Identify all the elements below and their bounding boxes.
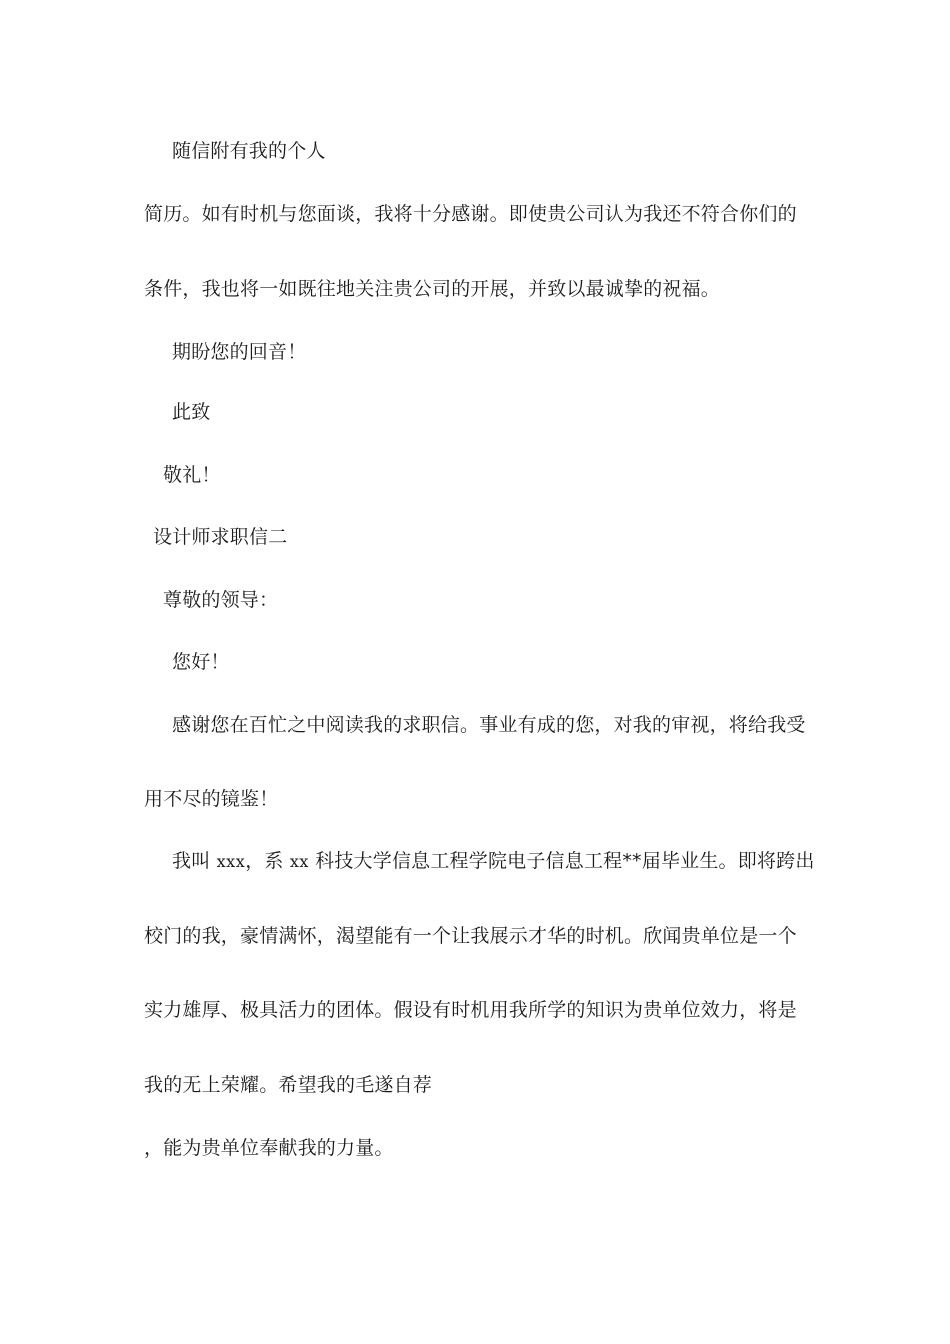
paragraph-line: 感谢您在百忙之中阅读我的求职信。事业有成的您，对我的审视，将给我受 — [172, 714, 806, 736]
paragraph-line: 随信附有我的个人 — [172, 140, 326, 162]
placeholder-name: xxx — [216, 852, 246, 871]
paragraph-line: 校门的我，豪情满怀，渴望能有一个让我展示才华的时机。欣闻贵单位是一个 — [144, 925, 797, 947]
greeting-recipient: 尊敬的领导： — [163, 589, 279, 611]
text-run: 科技大学信息工程学院电子信息工程**届毕业生。即将跨出 — [308, 850, 815, 872]
paragraph-line: 用不尽的镜鉴！ — [144, 788, 279, 810]
text-run: ，系 — [245, 850, 290, 872]
paragraph-line: 简历。如有时机与您面谈，我将十分感谢。即使贵公司认为我还不符合你们的 — [144, 203, 797, 225]
closing-line: 期盼您的回音！ — [172, 341, 307, 363]
salutation-closing: 此致 — [172, 401, 211, 423]
placeholder-school: xx — [289, 852, 309, 871]
paragraph-line: 条件，我也将一如既往地关注贵公司的开展，并致以最诚挚的祝福。 — [144, 278, 721, 300]
paragraph-line: ，能为贵单位奉献我的力量。 — [144, 1137, 394, 1159]
text-run: 我叫 — [172, 850, 217, 872]
paragraph-line — [172, 849, 815, 874]
section-title: 设计师求职信二 — [153, 526, 288, 548]
paragraph-line: 我的无上荣耀。希望我的毛遂自荐 — [144, 1074, 433, 1096]
salutation-regards: 敬礼！ — [163, 464, 221, 486]
paragraph-line: 实力雄厚、极具活力的团体。假设有时机用我所学的知识为贵单位效力，将是 — [144, 999, 797, 1021]
greeting-hello: 您好！ — [172, 651, 230, 673]
